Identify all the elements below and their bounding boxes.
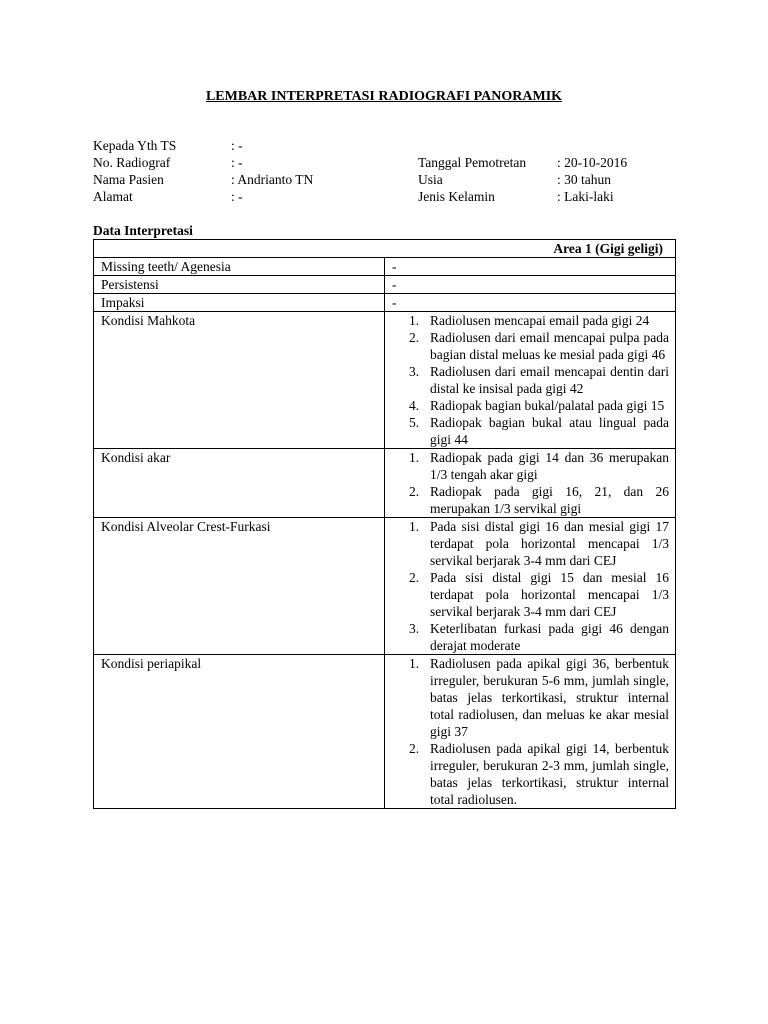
info-label: No. Radiograf bbox=[93, 155, 171, 170]
findings-list bbox=[392, 312, 669, 448]
row-value: - bbox=[385, 294, 676, 312]
row-findings bbox=[385, 655, 676, 809]
interpretation-table bbox=[93, 239, 676, 809]
row-label: Kondisi akar bbox=[94, 449, 385, 518]
row-label: Kondisi Alveolar Crest-Furkasi bbox=[94, 518, 385, 655]
info-label: Usia bbox=[418, 172, 443, 187]
table-row bbox=[94, 312, 676, 449]
info-value: : 20-10-2016 bbox=[557, 155, 628, 170]
row-value: - bbox=[385, 276, 676, 294]
table-row bbox=[94, 449, 676, 518]
info-value: : Andrianto TN bbox=[231, 172, 314, 187]
table-row bbox=[94, 518, 676, 655]
list-item: Radiolusen dari email mencapai dentin dari distal ke insisal pada gigi 42 bbox=[430, 364, 670, 396]
info-value: : Laki-laki bbox=[557, 189, 614, 204]
info-value: : - bbox=[231, 155, 243, 170]
row-label: Persistensi bbox=[94, 276, 385, 294]
row-label: Kondisi periapikal bbox=[94, 655, 385, 809]
row-findings bbox=[385, 449, 676, 518]
findings-list bbox=[392, 518, 669, 654]
section-heading: Data Interpretasi bbox=[93, 223, 193, 238]
table-header-row bbox=[94, 240, 676, 258]
page-title: LEMBAR INTERPRETASI RADIOGRAFI PANORAMIK bbox=[205, 89, 563, 104]
findings-list bbox=[392, 655, 669, 808]
list-item: Keterlibatan furkasi pada gigi 46 dengan derajat moderate bbox=[430, 621, 670, 653]
info-label: Jenis Kelamin bbox=[418, 189, 495, 204]
table-row bbox=[94, 655, 676, 809]
list-item: Radiolusen mencapai email pada gigi 24 bbox=[430, 313, 650, 328]
list-item: Radiopak bagian bukal/palatal pada gigi 15 bbox=[430, 398, 665, 413]
row-findings bbox=[385, 312, 676, 449]
list-item: Radiolusen pada apikal gigi 36, berbentuk irreguler, berukuran 5-6 mm, jumlah single, batas jelas terkortikasi, struktur internal total radiolusen, dan meluas ke akar mesial gigi 37 bbox=[430, 656, 670, 739]
row-value: - bbox=[385, 258, 676, 276]
row-label: Missing teeth/ Agenesia bbox=[94, 258, 385, 276]
table-row bbox=[94, 276, 676, 294]
info-value: : - bbox=[231, 189, 243, 204]
list-item: Radiopak pada gigi 16, 21, dan 26 merupakan 1/3 servikal gigi bbox=[430, 484, 670, 516]
info-value: : - bbox=[231, 138, 243, 153]
row-label: Impaksi bbox=[94, 294, 385, 312]
info-label: Tanggal Pemotretan bbox=[418, 155, 527, 170]
list-item: Radiopak bagian bukal atau lingual pada gigi 44 bbox=[430, 415, 670, 447]
list-item: Pada sisi distal gigi 16 dan mesial gigi 17 terdapat pola horizontal mencapai 1/3 servikal berjarak 3-4 mm dari CEJ bbox=[430, 519, 670, 568]
info-value: : 30 tahun bbox=[557, 172, 611, 187]
list-item: Radiolusen dari email mencapai pulpa pada bagian distal meluas ke mesial pada gigi 46 bbox=[430, 330, 670, 362]
list-item: Radiopak pada gigi 14 dan 36 merupakan 1/3 tengah akar gigi bbox=[430, 450, 670, 482]
info-label: Alamat bbox=[93, 189, 133, 204]
table-row bbox=[94, 294, 676, 312]
info-label: Nama Pasien bbox=[93, 172, 164, 187]
list-item: Radiolusen pada apikal gigi 14, berbentuk irreguler, berukuran 2-3 mm, jumlah single, batas jelas terkortikasi, struktur internal total radiolusen. bbox=[430, 741, 670, 807]
list-item: Pada sisi distal gigi 15 dan mesial 16 terdapat pola horizontal mencapai 1/3 servikal berjarak 3-4 mm dari CEJ bbox=[430, 570, 670, 619]
area-header: Area 1 (Gigi geligi) bbox=[94, 240, 676, 258]
row-label: Kondisi Mahkota bbox=[94, 312, 385, 449]
findings-list bbox=[392, 449, 669, 517]
info-label: Kepada Yth TS bbox=[93, 138, 177, 153]
table-row bbox=[94, 258, 676, 276]
row-findings bbox=[385, 518, 676, 655]
